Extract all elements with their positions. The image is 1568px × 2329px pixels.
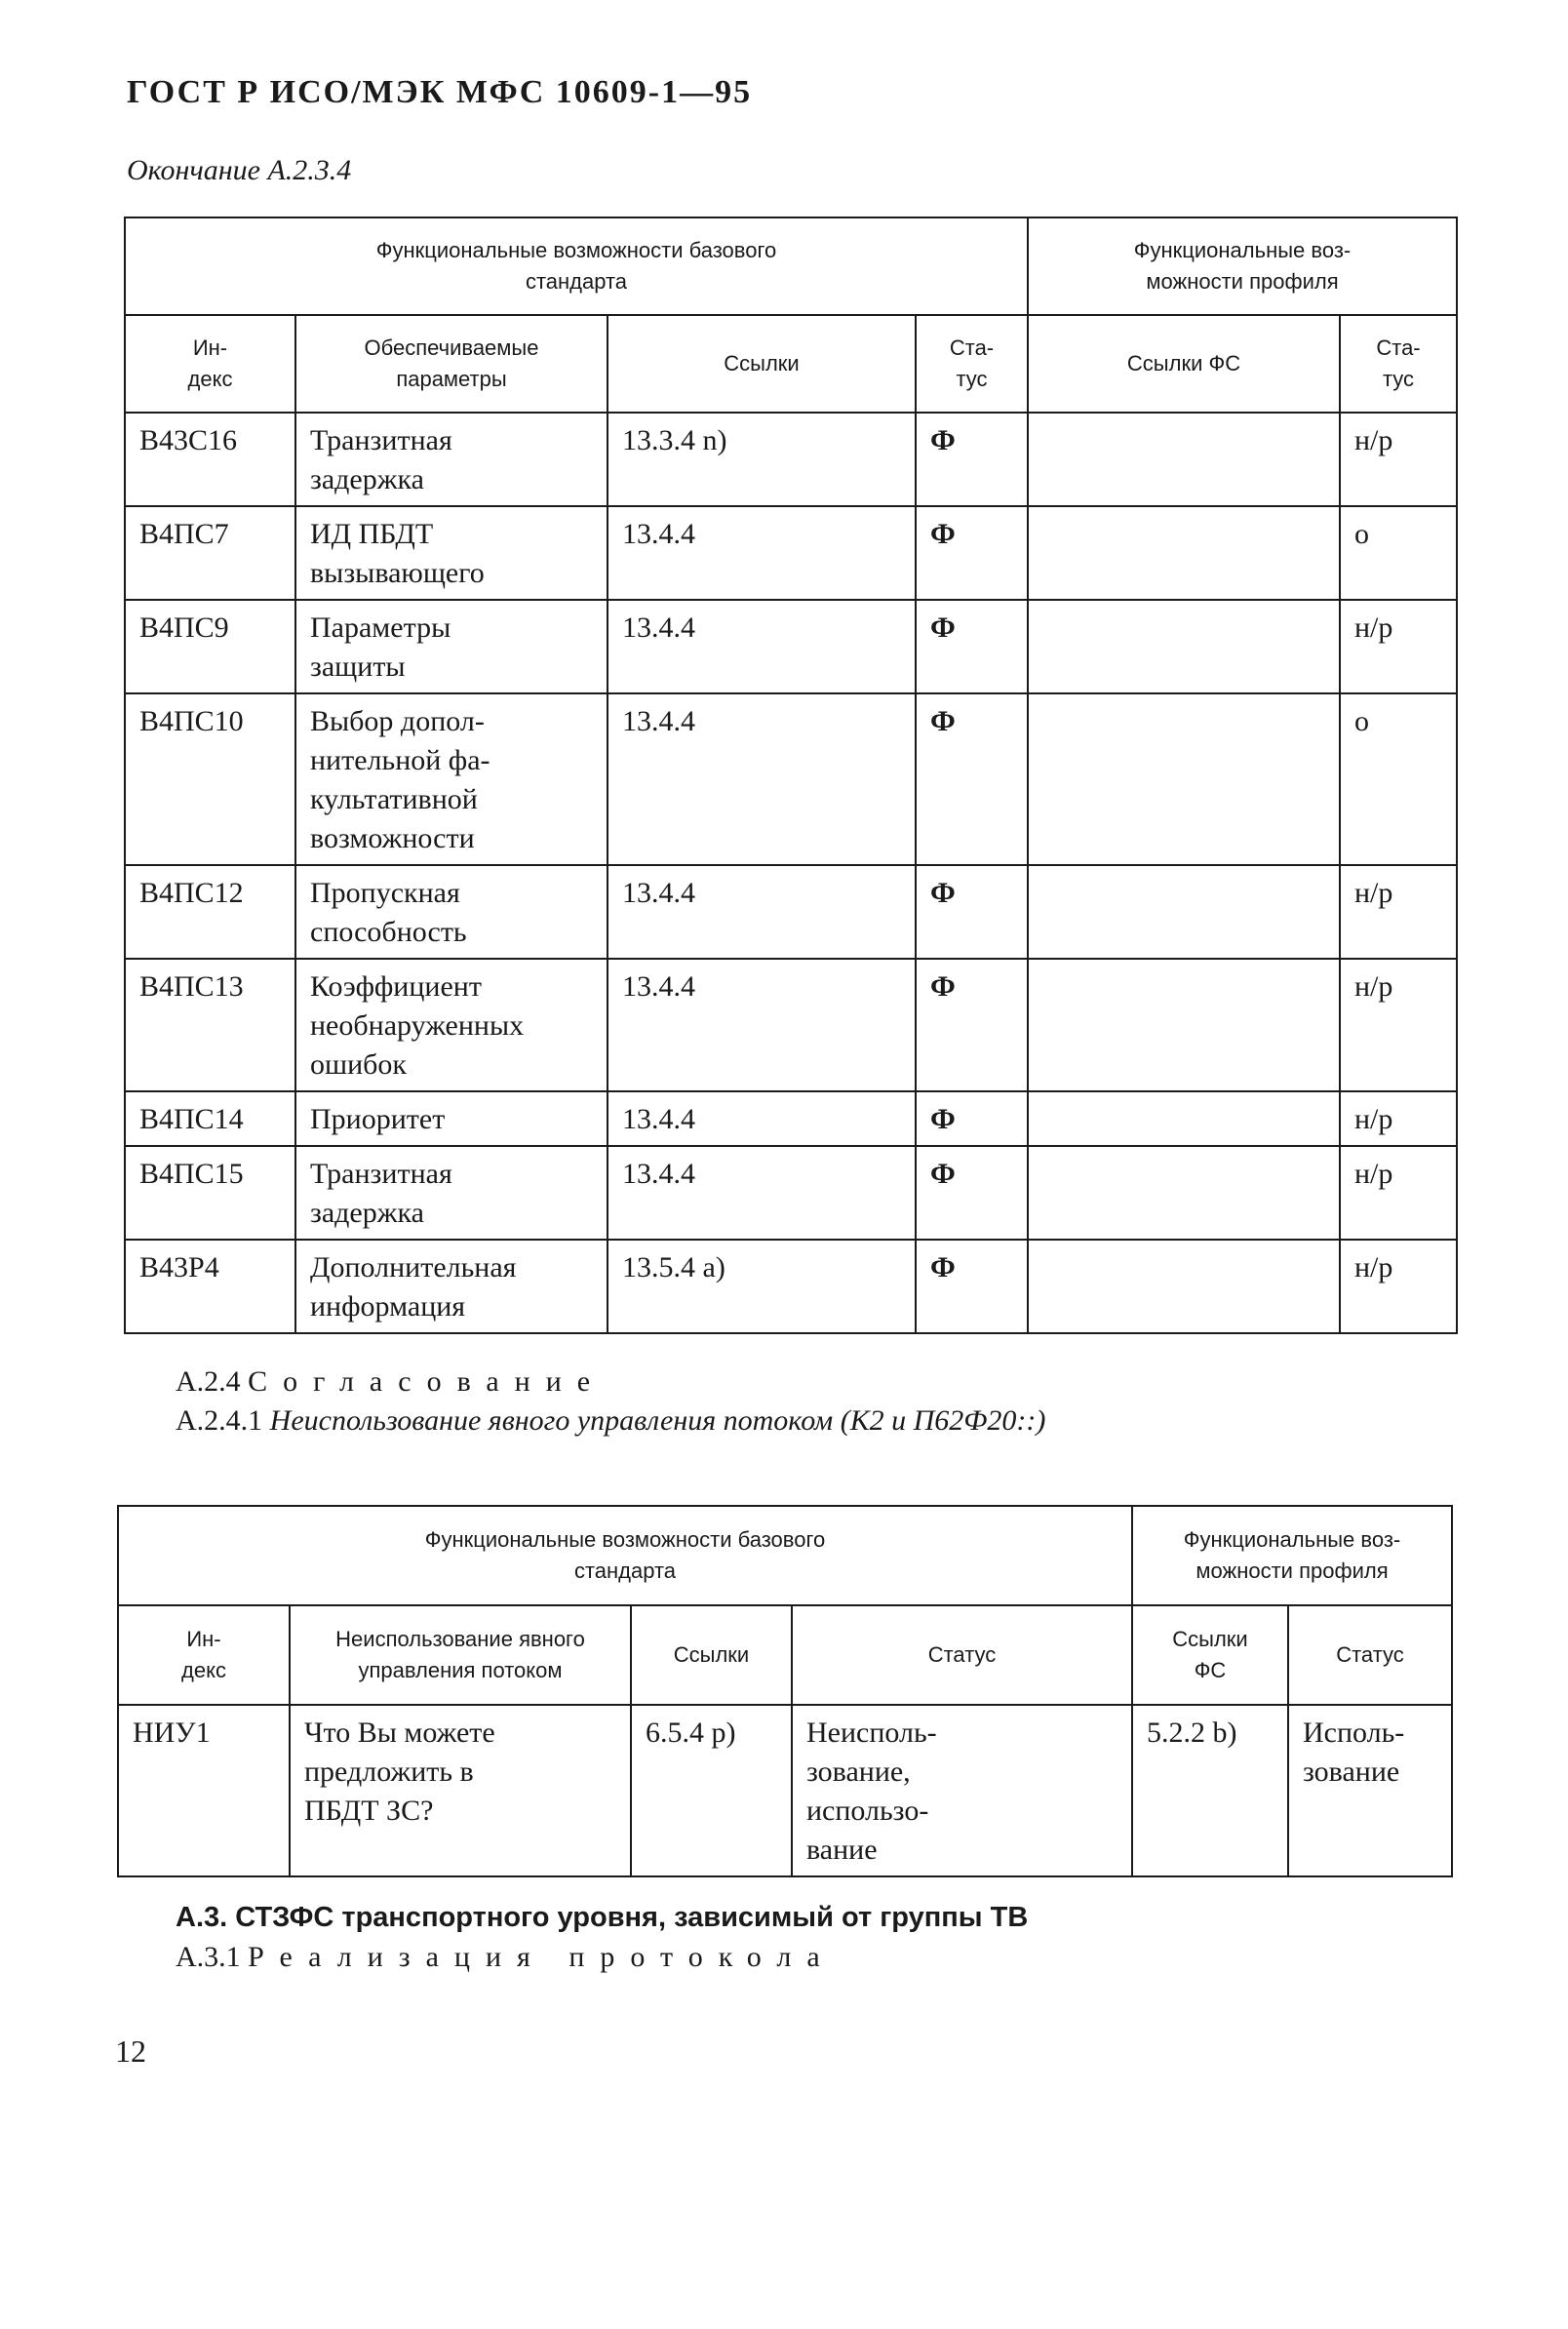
- table-row: [125, 1146, 1457, 1240]
- cell-params: Транзитная задержка: [295, 413, 608, 506]
- group-header-base: Функциональные возможности базового стандарта: [125, 217, 1028, 315]
- cell-fs-refs: [1028, 1240, 1340, 1333]
- section-a24-heading: [176, 1365, 606, 1399]
- section-number: А.2.4: [176, 1365, 241, 1398]
- cell-index: В43С16: [125, 413, 295, 506]
- table-row: [125, 959, 1457, 1091]
- cell-refs: 13.4.4: [608, 865, 916, 959]
- column-header-refs: Ссылки: [608, 315, 916, 413]
- column-header-fs-status: Статус: [1288, 1605, 1452, 1705]
- cell-status: Неисполь- зование, использо- вание: [792, 1705, 1132, 1876]
- column-header-refs: Ссылки: [631, 1605, 792, 1705]
- cell-params: Параметры защиты: [295, 600, 608, 693]
- table-row: [125, 865, 1457, 959]
- continuation-label: Окончание А.2.3.4: [127, 154, 352, 186]
- column-header-params: Обеспечиваемые параметры: [295, 315, 608, 413]
- cell-refs: 13.4.4: [608, 959, 916, 1091]
- cell-index: В4ПС15: [125, 1146, 295, 1240]
- table-row: [125, 413, 1457, 506]
- cell-refs: 13.4.4: [608, 693, 916, 865]
- table-row: [118, 1705, 1452, 1876]
- cell-fs-refs: [1028, 600, 1340, 693]
- cell-index: В4ПС10: [125, 693, 295, 865]
- cell-fs-refs: [1028, 413, 1340, 506]
- document-header: ГОСТ Р ИСО/МЭК МФС 10609-1—95: [127, 74, 753, 110]
- section-title: Реализация протокола: [248, 1941, 836, 1973]
- cell-fs-status: н/р: [1340, 1240, 1457, 1333]
- column-header-fs-refs: Ссылки ФС: [1132, 1605, 1288, 1705]
- cell-refs: 13.4.4: [608, 506, 916, 600]
- cell-fs-refs: [1028, 865, 1340, 959]
- table-row: [125, 693, 1457, 865]
- cell-index: В4ПС7: [125, 506, 295, 600]
- cell-params: Приоритет: [295, 1091, 608, 1146]
- cell-fs-refs: [1028, 693, 1340, 865]
- section-number: А.3.1: [176, 1941, 241, 1973]
- cell-params: Дополнительная информация: [295, 1240, 608, 1333]
- section-number: А.2.4.1: [176, 1404, 263, 1437]
- section-title: Согласование: [248, 1365, 607, 1398]
- column-header-status: Статус: [792, 1605, 1132, 1705]
- table-a234: [124, 217, 1458, 1334]
- column-header-fs-refs: Ссылки ФС: [1028, 315, 1340, 413]
- cell-fs-refs: [1028, 1146, 1340, 1240]
- column-header-status: Ста- тус: [916, 315, 1028, 413]
- cell-params: Пропускная способность: [295, 865, 608, 959]
- cell-fs-refs: [1028, 506, 1340, 600]
- cell-fs-status: н/р: [1340, 1091, 1457, 1146]
- cell-status: Ф: [916, 600, 1028, 693]
- cell-index: В43Р4: [125, 1240, 295, 1333]
- cell-refs: 13.3.4 n): [608, 413, 916, 506]
- cell-index: В4ПС14: [125, 1091, 295, 1146]
- cell-fs-status: н/р: [1340, 959, 1457, 1091]
- column-header-index: Ин- декс: [118, 1605, 290, 1705]
- cell-refs: 6.5.4 р): [631, 1705, 792, 1876]
- cell-params: ИД ПБДТ вызывающего: [295, 506, 608, 600]
- cell-fs-refs: [1028, 1091, 1340, 1146]
- cell-fs-refs: 5.2.2 b): [1132, 1705, 1288, 1876]
- group-header-profile: Функциональные воз- можности профиля: [1132, 1506, 1452, 1605]
- cell-index: НИУ1: [118, 1705, 290, 1876]
- cell-status: Ф: [916, 506, 1028, 600]
- cell-fs-refs: [1028, 959, 1340, 1091]
- cell-status: Ф: [916, 1146, 1028, 1240]
- cell-refs: 13.4.4: [608, 1091, 916, 1146]
- cell-status: Ф: [916, 865, 1028, 959]
- table-row: [125, 1240, 1457, 1333]
- cell-status: Ф: [916, 1240, 1028, 1333]
- cell-refs: 13.4.4: [608, 600, 916, 693]
- group-header-base: Функциональные возможности базового стандарта: [118, 1506, 1132, 1605]
- page-number: 12: [115, 2033, 146, 2069]
- cell-index: В4ПС13: [125, 959, 295, 1091]
- section-a3-heading: А.3. СТЗФС транспортного уровня, зависимый от группы ТВ: [176, 1902, 1029, 1933]
- cell-params: Коэффициент необнаруженных ошибок: [295, 959, 608, 1091]
- section-a241-heading: [176, 1404, 1045, 1438]
- cell-params: Что Вы можете предложить в ПБДТ ЗС?: [290, 1705, 631, 1876]
- cell-index: В4ПС9: [125, 600, 295, 693]
- cell-fs-status: Исполь- зование: [1288, 1705, 1452, 1876]
- cell-fs-status: н/р: [1340, 600, 1457, 693]
- table-a241: [117, 1505, 1453, 1877]
- table-row: [125, 1091, 1457, 1146]
- table-row: [125, 506, 1457, 600]
- cell-index: В4ПС12: [125, 865, 295, 959]
- cell-status: Ф: [916, 693, 1028, 865]
- column-header-params: Неиспользование явного управления потоком: [290, 1605, 631, 1705]
- column-header-index: Ин- декс: [125, 315, 295, 413]
- cell-refs: 13.4.4: [608, 1146, 916, 1240]
- cell-fs-status: о: [1340, 506, 1457, 600]
- section-a31-heading: [176, 1941, 836, 1974]
- cell-params: Транзитная задержка: [295, 1146, 608, 1240]
- section-title: Неиспользование явного управления потоком (К2 и П62Ф20::): [269, 1404, 1046, 1437]
- cell-fs-status: н/р: [1340, 1146, 1457, 1240]
- group-header-profile: Функциональные воз- можности профиля: [1028, 217, 1457, 315]
- cell-params: Выбор допол- нительной фа- культативной возможности: [295, 693, 608, 865]
- cell-fs-status: н/р: [1340, 413, 1457, 506]
- table-row: [125, 600, 1457, 693]
- cell-fs-status: н/р: [1340, 865, 1457, 959]
- column-header-fs-status: Ста- тус: [1340, 315, 1457, 413]
- cell-status: Ф: [916, 1091, 1028, 1146]
- cell-fs-status: о: [1340, 693, 1457, 865]
- cell-refs: 13.5.4 a): [608, 1240, 916, 1333]
- cell-status: Ф: [916, 413, 1028, 506]
- cell-status: Ф: [916, 959, 1028, 1091]
